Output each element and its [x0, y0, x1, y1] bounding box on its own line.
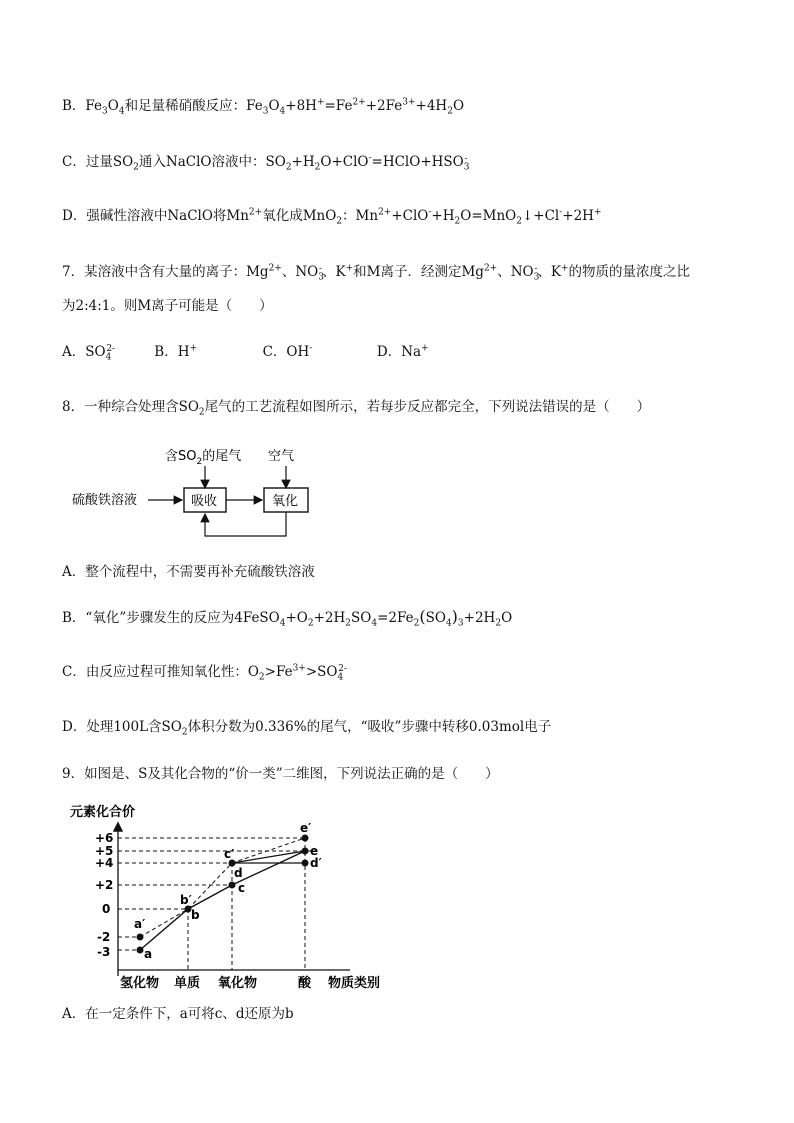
ytick-m3: -3: [97, 945, 111, 959]
label-e-prime: e′: [300, 821, 312, 835]
ytick-p5: +5: [95, 844, 114, 858]
chart-xticks: [120, 975, 380, 990]
label-c: c: [238, 881, 246, 895]
label-b: b: [191, 908, 200, 922]
diagram-input-label: 硫酸铁溶液: [72, 493, 138, 508]
q8-flow-diagram: [60, 438, 380, 553]
xtick-acid: 酸: [298, 976, 312, 990]
chart-yticks: [95, 831, 113, 959]
label-b-prime: b′: [180, 893, 192, 907]
ytick-0: 0: [102, 902, 111, 916]
xtick-oxide: 氧化物: [218, 976, 258, 990]
ytick-p2: +2: [95, 878, 114, 892]
q7-stem-line1: 7．某溶液中含有大量的离子：$Mg^{2+}$、$NO_3^-$、K+和M离子．经测定$Mg^{2+}$、$NO_3^-$、K+的物质的量浓度之比: [62, 263, 691, 283]
q7-option-a: A．$SO_4^{2-}$: [62, 343, 116, 363]
point-a: [137, 947, 144, 954]
label-d: d: [234, 866, 243, 880]
label-e: e: [310, 844, 319, 858]
chart-ylabel: 元素化合价: [70, 805, 136, 820]
label-d-prime: d′: [310, 856, 322, 870]
q8-option-d: D．处理100L含$SO_2$体积分数为0.336%的尾气，“吸收”步骤中转移0.03mol电子: [62, 719, 552, 738]
q8-stem: 8．一种综合处理含$SO_2$尾气的工艺流程如图所示，若每步反应都完全，下列说法错误的是（ ）: [62, 399, 651, 418]
q7-stem-line2: 为2:4:1。则M离子可能是（ ）: [62, 298, 273, 314]
q9-option-a: A．在一定条件下，a可将c、d还原为b: [62, 1006, 294, 1022]
q7-options: [62, 342, 429, 362]
point-d-prime: [302, 860, 309, 867]
label-c-prime: c′: [224, 847, 235, 861]
q8-option-a: A．整个流程中，不需要再补充硫酸铁溶液: [62, 564, 315, 580]
q9-chart: [60, 798, 400, 990]
label-a: a: [144, 947, 153, 961]
ytick-p6: +6: [95, 831, 114, 845]
diagram-tail-gas-label: 含$SO_2$的尾气: [165, 449, 242, 467]
q7-option-b: B．H+: [154, 343, 198, 360]
point-c: [229, 882, 236, 889]
chart-points: [137, 835, 309, 954]
ytick-p4: +4: [95, 856, 114, 870]
q6-option-b: B．$Fe_3O_4$和足量稀硝酸反应：$Fe_3O_4+8H^+=Fe^{2+}+2Fe^{3+}+4H_2O$: [62, 97, 465, 117]
svg-text:氧化: 氧化: [272, 494, 299, 509]
q8-option-c: C．由反应过程可推知氧化性：$O_2>Fe^{3+}>SO_4^{2-}$: [62, 663, 348, 683]
q7-option-c: C．OH-: [262, 343, 313, 360]
point-e: [302, 848, 309, 855]
label-a-prime: a′: [134, 917, 146, 931]
diagram-air-label: 空气: [268, 449, 295, 464]
ytick-m2: -2: [97, 930, 111, 944]
q6-option-d: D．强碱性溶液中NaClO将$Mn^{2+}$氧化成MnO$_2$：$Mn^{2+}+ClO^-+H_2O=MnO_2↓+Cl^-+2H^+$: [62, 207, 602, 227]
point-e-prime: [302, 835, 309, 842]
xtick-element: 单质: [174, 976, 201, 990]
chart-xlabel: 物质类别: [328, 976, 381, 990]
xtick-hydride: 氢化物: [120, 976, 160, 990]
q9-stem: 9．如图是、S及其化合物的“价一类”二维图，下列说法正确的是（ ）: [62, 766, 499, 782]
q7-option-d: D．Na+: [376, 343, 429, 360]
q6-option-c: C．过量$SO_2$通入NaClO溶液中：$SO_2+H_2O+ClO^-=HClO+HSO_3^-$: [62, 153, 470, 173]
svg-text:吸收: 吸收: [191, 494, 218, 509]
point-a-prime: [137, 934, 144, 941]
q8-option-b: B．“氧化”步骤发生的反应为$4FeSO_4+O_2+2H_2SO_4=2Fe_2(SO_4)_3+2H_2O$: [62, 607, 513, 629]
